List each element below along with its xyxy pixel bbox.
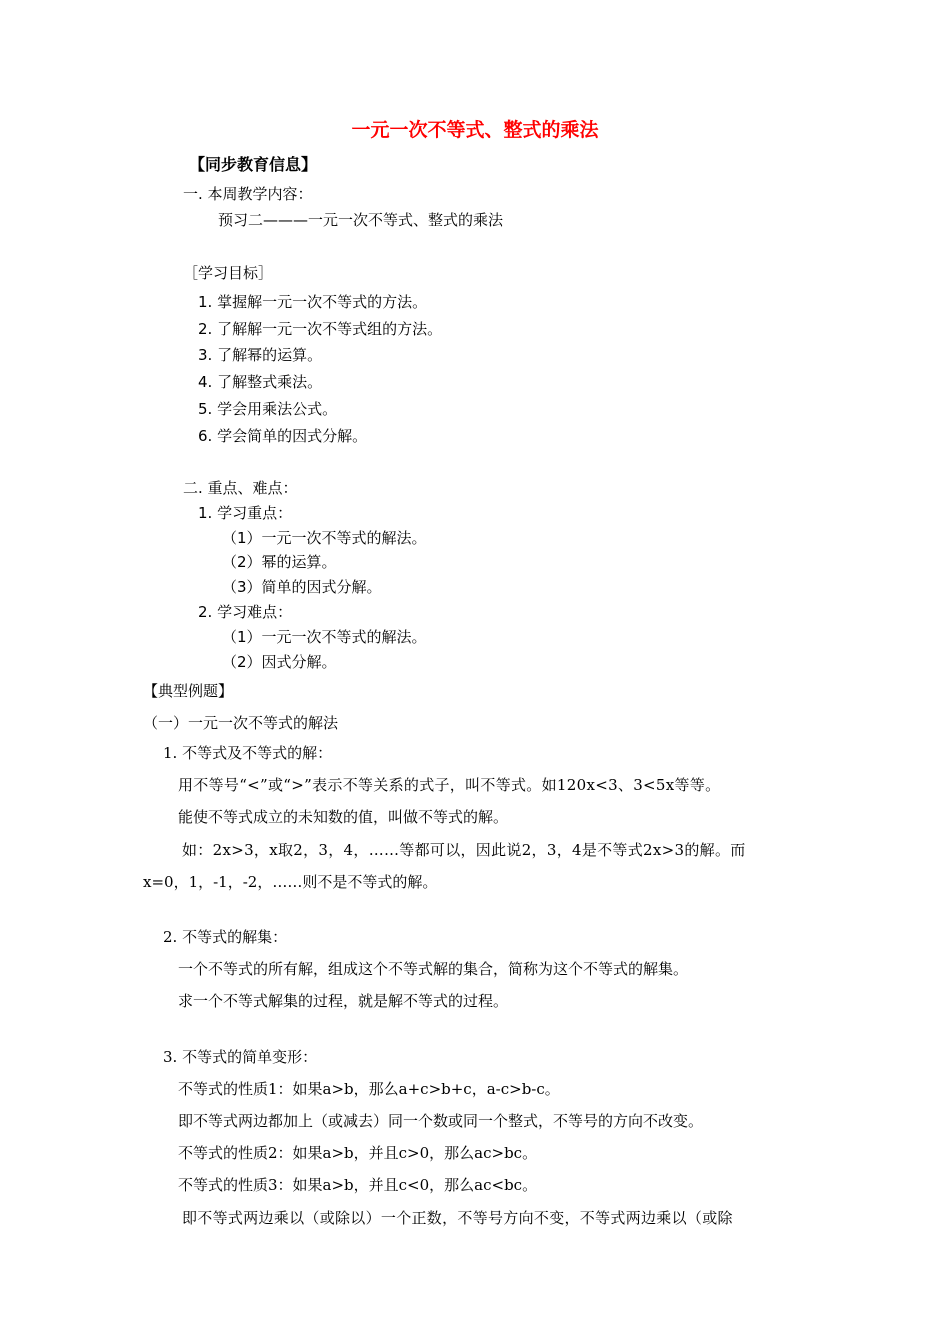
sync-info-header: 【同步教育信息】 bbox=[189, 155, 318, 174]
key-point-item: （2）幂的运算。 bbox=[222, 553, 337, 571]
sub3-heading: 3. 不等式的简单变形： bbox=[163, 1048, 318, 1066]
section1-heading: 一. 本周教学内容： bbox=[183, 185, 313, 203]
sub1-paragraph: 能使不等式成立的未知数的值，叫做不等式的解。 bbox=[178, 808, 509, 826]
sub2-paragraph: 求一个不等式解集的过程，就是解不等式的过程。 bbox=[178, 992, 509, 1010]
page-title: 一元一次不等式、整式的乘法 bbox=[351, 119, 599, 141]
objective-item: 6. 学会简单的因式分解。 bbox=[198, 427, 368, 445]
sub1-paragraph: 用不等号“<”或“>”表示不等关系的式子，叫不等式。如120x<3、3<5x等等。 bbox=[178, 776, 721, 794]
section1-content: 预习二———一元一次不等式、整式的乘法 bbox=[218, 211, 504, 229]
key-point-item: （1）一元一次不等式的解法。 bbox=[222, 529, 427, 547]
objective-item: 3. 了解幂的运算。 bbox=[198, 346, 323, 364]
difficulties-heading: 2. 学习难点： bbox=[198, 603, 293, 621]
difficulty-item: （2）因式分解。 bbox=[222, 653, 337, 671]
sub1-paragraph: x=0，1，-1，-2，……则不是不等式的解。 bbox=[143, 873, 438, 891]
difficulty-item: （1）一元一次不等式的解法。 bbox=[222, 628, 427, 646]
objectives-heading: ［学习目标］ bbox=[183, 264, 274, 282]
sub3-paragraph: 不等式的性质3：如果a>b，并且c<0，那么ac<bc。 bbox=[178, 1176, 538, 1194]
sub3-paragraph: 不等式的性质1：如果a>b，那么a+c>b+c，a-c>b-c。 bbox=[178, 1080, 560, 1098]
sub3-paragraph: 即不等式两边乘以（或除以）一个正数，不等号方向不变，不等式两边乘以（或除 bbox=[182, 1209, 733, 1227]
sub3-paragraph: 即不等式两边都加上（或减去）同一个数或同一个整式，不等号的方向不改变。 bbox=[178, 1112, 704, 1130]
objective-item: 1. 掌握解一元一次不等式的方法。 bbox=[198, 293, 428, 311]
key-points-heading: 1. 学习重点： bbox=[198, 504, 293, 522]
objective-item: 5. 学会用乘法公式。 bbox=[198, 400, 338, 418]
objective-item: 4. 了解整式乘法。 bbox=[198, 373, 323, 391]
objective-item: 2. 了解解一元一次不等式组的方法。 bbox=[198, 320, 443, 338]
sub1-heading: 1. 不等式及不等式的解： bbox=[163, 744, 333, 762]
sub1-paragraph: 如：2x>3，x取2，3，4，……等都可以，因此说2，3，4是不等式2x>3的解。而 bbox=[182, 841, 746, 859]
sub3-paragraph: 不等式的性质2：如果a>b，并且c>0，那么ac>bc。 bbox=[178, 1144, 538, 1162]
sub2-heading: 2. 不等式的解集： bbox=[163, 928, 288, 946]
section2-heading: 二. 重点、难点： bbox=[183, 479, 298, 497]
key-point-item: （3）简单的因式分解。 bbox=[222, 578, 382, 596]
examples-heading: 【典型例题】 bbox=[143, 682, 234, 700]
examples-part1: （一）一元一次不等式的解法 bbox=[143, 714, 339, 732]
sub2-paragraph: 一个不等式的所有解，组成这个不等式解的集合，简称为这个不等式的解集。 bbox=[178, 960, 689, 978]
